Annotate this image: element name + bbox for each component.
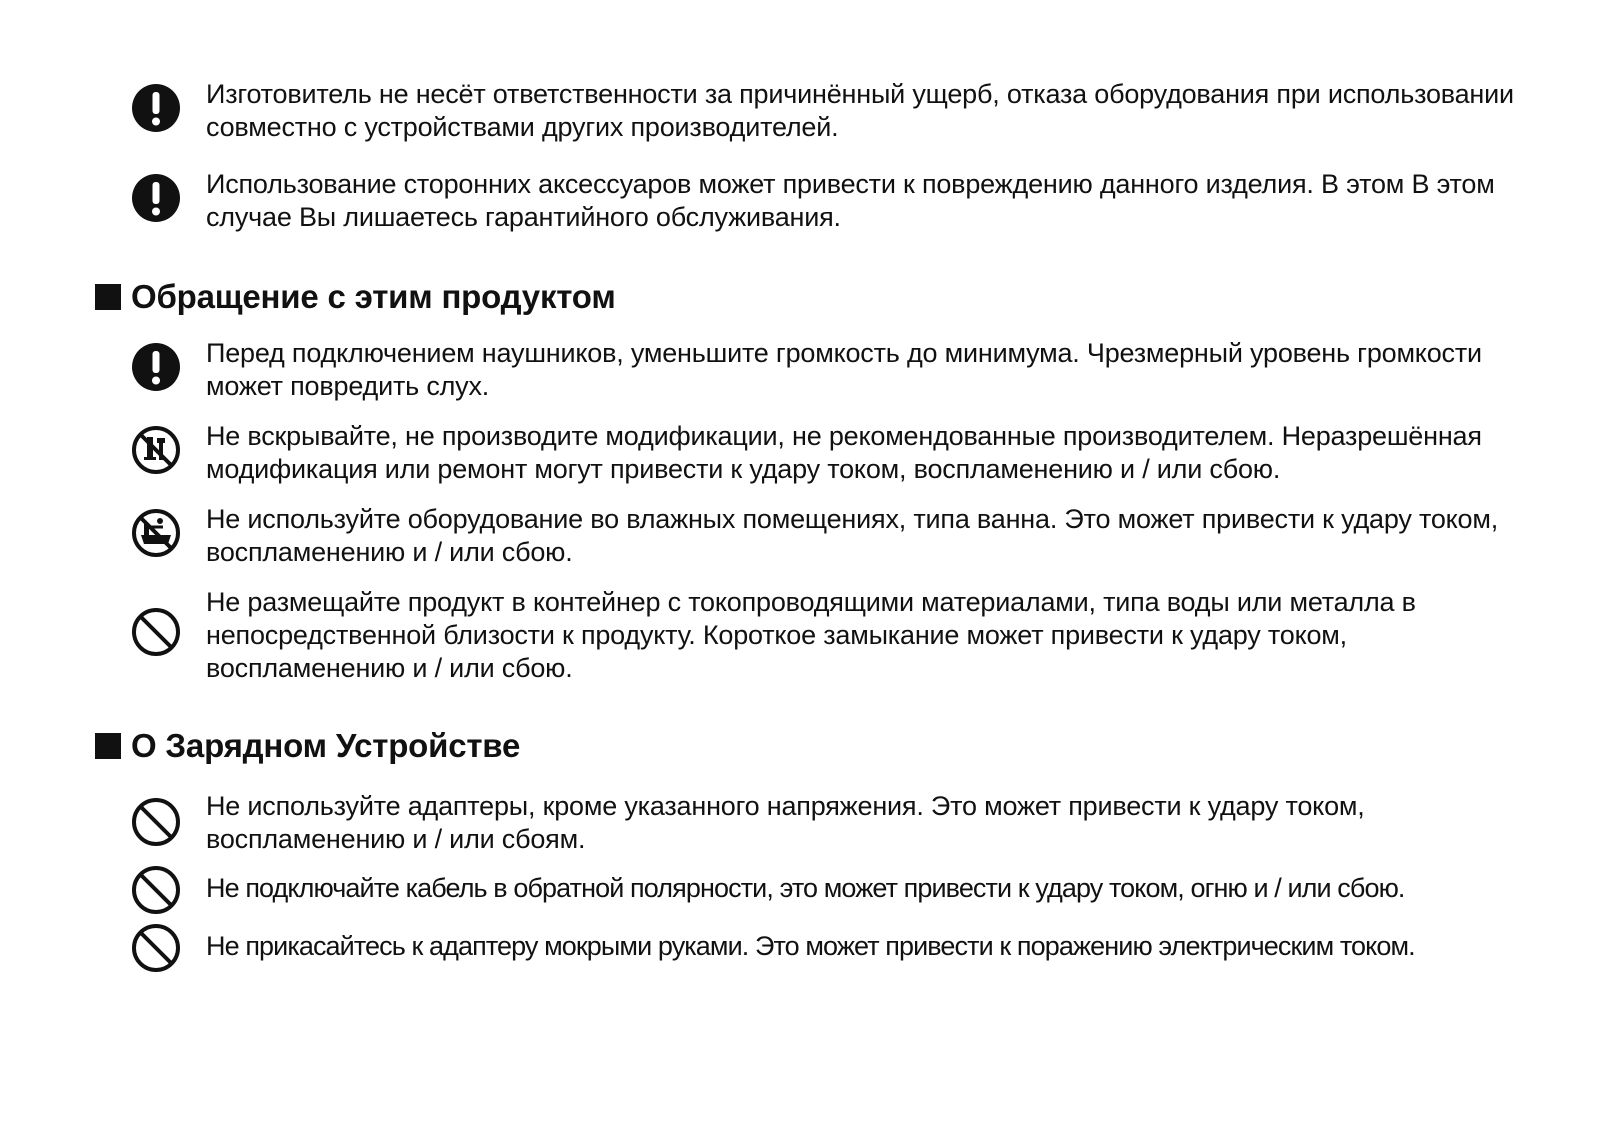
prohibited-icon [130, 606, 182, 658]
warning-text: Не используйте адаптеры, кроме указанного напряжения. Это может привести к удару током, воспламенению и / или сбоям. [206, 791, 1365, 854]
prohibited-icon [130, 864, 182, 916]
warning-text: Не размещайте продукт в контейнер с токопроводящими материалами, типа воды или металла в непосредственной близости к продукту. Короткое замыкание может привести к удару током, воспламенению и / или сбою. [206, 587, 1416, 683]
no-disassembly-icon [130, 424, 182, 476]
warning-text: Не вскрывайте, не производите модификации, не рекомендованные производителем. Неразрешённая модификация или ремонт могут привести к удару током, воспламенению и / или сбою. [206, 421, 1482, 484]
exclamation-icon [130, 172, 182, 224]
warning-text: Не прикасайтесь к адаптеру мокрыми руками. Это может привести к поражению электрическим током. [206, 931, 1415, 961]
section-heading [95, 726, 520, 766]
square-bullet-icon [95, 284, 121, 310]
section-heading [95, 277, 616, 317]
square-bullet-icon [95, 733, 121, 759]
prohibited-icon [130, 796, 182, 848]
section-title: Обращение с этим продуктом [131, 278, 616, 315]
exclamation-icon [130, 341, 182, 393]
warning-text: Перед подключением наушников, уменьшите громкость до минимума. Чрезмерный уровень громкости может повредить слух. [206, 338, 1482, 401]
warning-text: Использование сторонних аксессуаров может привести к повреждению данного изделия. В этом В этом случае Вы лишаетесь гарантийного обслуживания. [206, 169, 1495, 232]
no-bathroom-icon [130, 507, 182, 559]
prohibited-icon [130, 922, 182, 974]
warning-text: Изготовитель не несёт ответственности за причинённый ущерб, отказа оборудования при использовании совместно с устройствами других производителей. [206, 79, 1514, 142]
warning-text: Не подключайте кабель в обратной полярности, это может привести к удару током, огню и / или сбою. [206, 873, 1405, 903]
section-title: О Зарядном Устройстве [131, 727, 521, 764]
warning-text: Не используйте оборудование во влажных помещениях, типа ванна. Это может привести к удару током, воспламенению и / или сбою. [206, 504, 1499, 567]
exclamation-icon [130, 82, 182, 134]
